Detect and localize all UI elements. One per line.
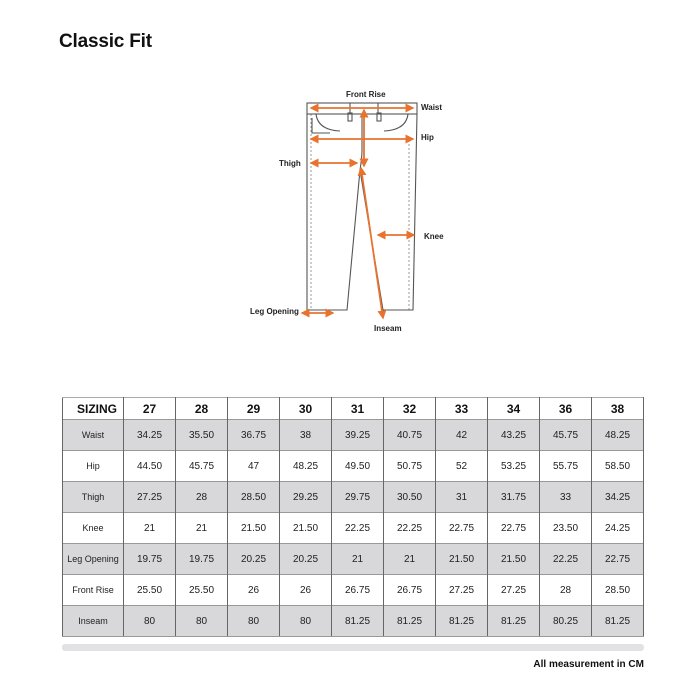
- table-cell: 53.25: [488, 451, 540, 482]
- table-cell: 80: [228, 606, 280, 637]
- horizontal-scrollbar[interactable]: [62, 644, 644, 651]
- inseam-label: Inseam: [374, 324, 402, 333]
- table-row: [63, 513, 644, 544]
- size-header-28: 28: [176, 398, 228, 420]
- table-cell: 20.25: [228, 544, 280, 575]
- table-cell: 22.75: [436, 513, 488, 544]
- table-cell: 80.25: [540, 606, 592, 637]
- table-cell: 81.25: [436, 606, 488, 637]
- table-cell: 19.75: [124, 544, 176, 575]
- inseam-arrow: [361, 168, 383, 318]
- table-row: [63, 451, 644, 482]
- table-cell: 44.50: [124, 451, 176, 482]
- table-cell: 43.25: [488, 420, 540, 451]
- table-row: [63, 606, 644, 637]
- table-cell: 26.75: [384, 575, 436, 606]
- table-cell: 21.50: [436, 544, 488, 575]
- table-cell: 80: [176, 606, 228, 637]
- table-cell: 48.25: [280, 451, 332, 482]
- table-cell: 21: [384, 544, 436, 575]
- table-cell: 42: [436, 420, 488, 451]
- table-cell: 52: [436, 451, 488, 482]
- table-cell: 40.75: [384, 420, 436, 451]
- table-cell: 25.50: [124, 575, 176, 606]
- size-header-38: 38: [592, 398, 644, 420]
- table-cell: 50.75: [384, 451, 436, 482]
- table-cell: 55.75: [540, 451, 592, 482]
- table-cell: 21.50: [228, 513, 280, 544]
- table-cell: 29.25: [280, 482, 332, 513]
- table-cell: 24.25: [592, 513, 644, 544]
- measurement-note: All measurement in CM: [533, 659, 644, 670]
- size-header-30: 30: [280, 398, 332, 420]
- table-cell: 22.75: [592, 544, 644, 575]
- row-label: Knee: [63, 513, 124, 544]
- hip-label: Hip: [421, 133, 434, 142]
- table-cell: 21.50: [280, 513, 332, 544]
- table-cell: 28.50: [228, 482, 280, 513]
- row-label: Leg Opening: [63, 544, 124, 575]
- table-cell: 27.25: [488, 575, 540, 606]
- table-cell: 21: [176, 513, 228, 544]
- table-cell: 21.50: [488, 544, 540, 575]
- pants-outline: [307, 103, 417, 310]
- table-cell: 80: [124, 606, 176, 637]
- table-cell: 81.25: [488, 606, 540, 637]
- row-label: Thigh: [63, 482, 124, 513]
- table-cell: 27.25: [124, 482, 176, 513]
- waist-label: Waist: [421, 103, 443, 112]
- table-cell: 81.25: [384, 606, 436, 637]
- table-row: [63, 544, 644, 575]
- table-cell: 48.25: [592, 420, 644, 451]
- table-cell: 28.50: [592, 575, 644, 606]
- table-cell: 80: [280, 606, 332, 637]
- table-cell: 29.75: [332, 482, 384, 513]
- table-cell: 22.25: [384, 513, 436, 544]
- table-cell: 28: [540, 575, 592, 606]
- table-cell: 27.25: [436, 575, 488, 606]
- table-cell: 34.25: [124, 420, 176, 451]
- table-cell: 30.50: [384, 482, 436, 513]
- table-cell: 22.75: [488, 513, 540, 544]
- table-cell: 22.25: [332, 513, 384, 544]
- row-label: Inseam: [63, 606, 124, 637]
- table-cell: 39.25: [332, 420, 384, 451]
- page-title: Classic Fit: [59, 31, 152, 52]
- table-cell: 22.25: [540, 544, 592, 575]
- table-cell: 31.75: [488, 482, 540, 513]
- row-label: Hip: [63, 451, 124, 482]
- size-header-34: 34: [488, 398, 540, 420]
- thigh-label: Thigh: [279, 159, 301, 168]
- size-header-27: 27: [124, 398, 176, 420]
- table-row: [63, 575, 644, 606]
- measurement-arrows: [302, 108, 414, 318]
- knee-label: Knee: [424, 232, 444, 241]
- table-cell: 33: [540, 482, 592, 513]
- table-cell: 26.75: [332, 575, 384, 606]
- row-label: Waist: [63, 420, 124, 451]
- table-cell: 26: [228, 575, 280, 606]
- table-cell: 19.75: [176, 544, 228, 575]
- table-row: [63, 482, 644, 513]
- front-rise-label: Front Rise: [346, 90, 386, 99]
- table-cell: 45.75: [540, 420, 592, 451]
- table-cell: 21: [124, 513, 176, 544]
- table-cell: 21: [332, 544, 384, 575]
- table-cell: 58.50: [592, 451, 644, 482]
- table-cell: 28: [176, 482, 228, 513]
- table-cell: 36.75: [228, 420, 280, 451]
- row-label: Front Rise: [63, 575, 124, 606]
- table-cell: 81.25: [592, 606, 644, 637]
- table-cell: 81.25: [332, 606, 384, 637]
- size-header-29: 29: [228, 398, 280, 420]
- table-body: [63, 420, 644, 637]
- size-chart: [62, 397, 644, 637]
- table-row: [63, 420, 644, 451]
- table-cell: 47: [228, 451, 280, 482]
- leg-opening-label: Leg Opening: [250, 307, 299, 316]
- size-header-31: 31: [332, 398, 384, 420]
- table-cell: 20.25: [280, 544, 332, 575]
- table-cell: 31: [436, 482, 488, 513]
- size-header-33: 33: [436, 398, 488, 420]
- table-cell: 45.75: [176, 451, 228, 482]
- size-table: [62, 397, 644, 637]
- table-cell: 25.50: [176, 575, 228, 606]
- table-cell: 35.50: [176, 420, 228, 451]
- size-header-36: 36: [540, 398, 592, 420]
- table-cell: 23.50: [540, 513, 592, 544]
- table-cell: 34.25: [592, 482, 644, 513]
- size-header-32: 32: [384, 398, 436, 420]
- table-cell: 49.50: [332, 451, 384, 482]
- sizing-header: SIZING: [63, 398, 124, 420]
- table-header-row: [63, 398, 644, 420]
- table-cell: 38: [280, 420, 332, 451]
- table-cell: 26: [280, 575, 332, 606]
